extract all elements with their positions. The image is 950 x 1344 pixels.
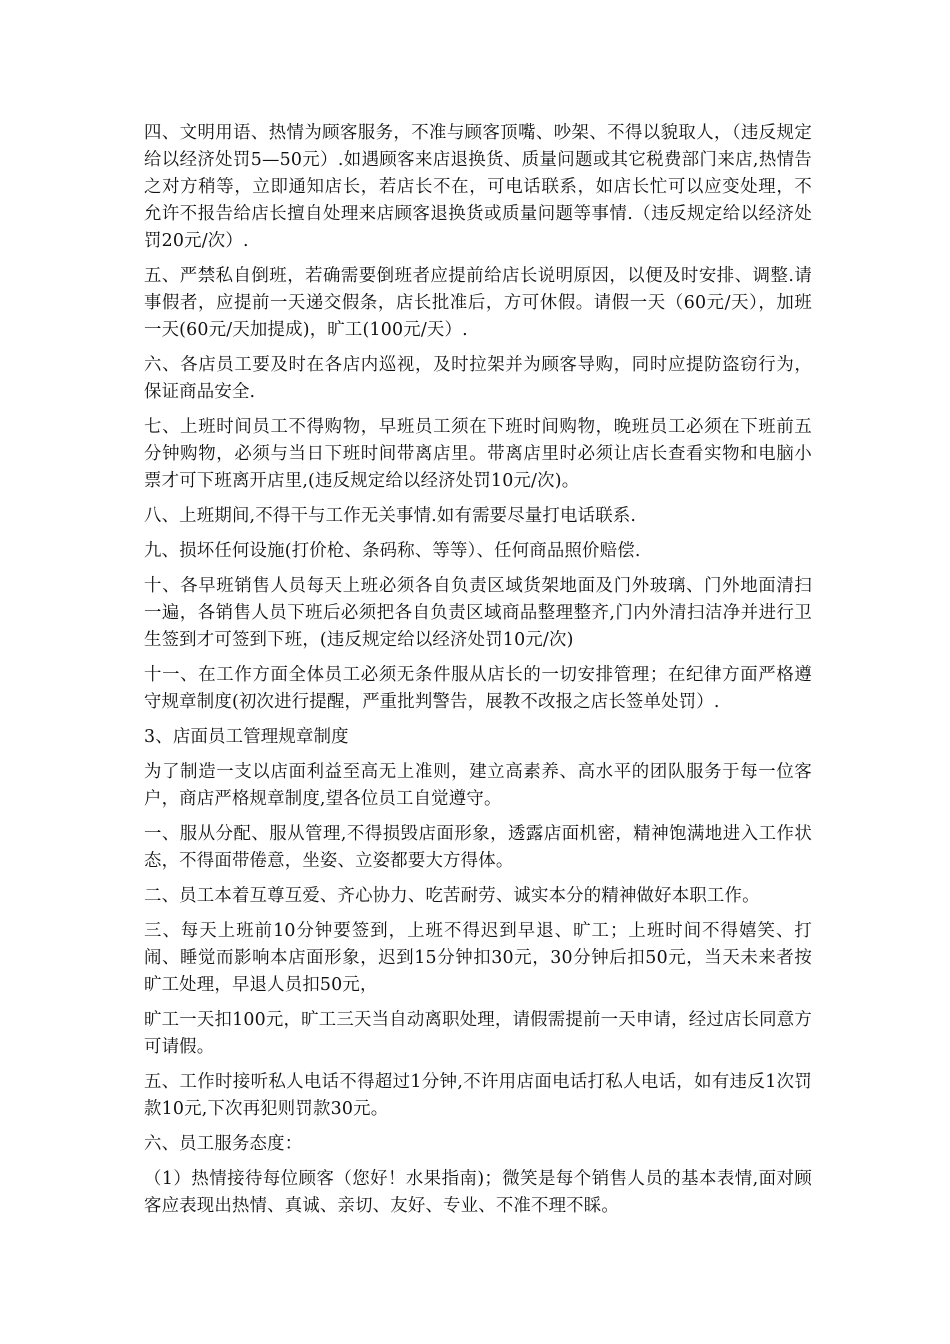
paragraph-staff-rule-1: 一、服从分配、服从管理,不得损毁店面形象，透露店面机密，精神饱满地进入工作状态，不得面带倦意，坐姿、立姿都要大方得体。 (144, 824, 812, 871)
section-heading: 3、店面员工管理规章制度 (144, 727, 349, 747)
paragraph-staff-rule-3: 三、每天上班前10分钟要签到，上班不得迟到早退、旷工；上班时间不得嬉笑、打闹、睡觉而影响本店面形象，迟到15分钟扣30元，30分钟后扣50元，当天未来者按旷工处理，早退人员扣50元， (144, 921, 812, 995)
paragraph-staff-rule-6-1: （1）热情接待每位顾客（您好！水果指南)；微笑是每个销售人员的基本表情,面对顾客应表现出热情、真诚、亲切、友好、专业、不准不理不睬。 (144, 1169, 812, 1216)
paragraph-rule-8: 八、上班期间,不得干与工作无关事情.如有需要尽量打电话联系. (144, 506, 637, 526)
document-body (144, 120, 812, 1228)
paragraph-rule-10: 十、各早班销售人员每天上班必须各自负责区域货架地面及门外玻璃、门外地面清扫一遍，各销售人员下班后必须把各自负责区域商品整理整齐,门内外清扫洁净并进行卫生签到才可签到下班，(违反规定给以经济处罚10元/次) (144, 576, 812, 650)
paragraph-rule-9: 九、损坏任何设施(打价枪、条码称、等等）、任何商品照价赔偿. (144, 541, 641, 561)
paragraph-staff-rule-5: 五、工作时接听私人电话不得超过1分钟,不许用店面电话打私人电话，如有违反1次罚款10元,下次再犯则罚款30元。 (144, 1072, 812, 1119)
paragraph-staff-rule-2: 二、员工本着互尊互爱、齐心协力、吃苦耐劳、诚实本分的精神做好本职工作。 (144, 886, 760, 906)
paragraph-staff-rule-6: 六、员工服务态度： (144, 1134, 303, 1154)
paragraph-rule-5: 五、严禁私自倒班，若确需要倒班者应提前给店长说明原因，以便及时安排、调整.请事假者，应提前一天递交假条，店长批准后，方可休假。请假一天（60元/天），加班一天(60元/天加提成)，旷工(100元/天）. (144, 266, 812, 340)
paragraph-rule-6: 六、各店员工要及时在各店内巡视，及时拉架并为顾客导购，同时应提防盗窃行为，保证商品安全. (144, 355, 812, 402)
paragraph-staff-rule-3-cont: 旷工一天扣100元，旷工三天当自动离职处理，请假需提前一天申请，经过店长同意方可请假。 (144, 1010, 812, 1057)
paragraph-rule-11: 十一、在工作方面全体员工必须无条件服从店长的一切安排管理；在纪律方面严格遵守规章制度(初次进行提醒，严重批判警告，展教不改报之店长签单处罚）. (144, 665, 812, 712)
paragraph-intro: 为了制造一支以店面利益至高无上准则，建立高素养、高水平的团队服务于每一位客户，商店严格规章制度,望各位员工自觉遵守。 (144, 762, 812, 809)
paragraph-rule-7: 七、上班时间员工不得购物，早班员工须在下班时间购物，晚班员工必须在下班前五分钟购物，必须与当日下班时间带离店里。带离店里时必须让店长查看实物和电脑小票才可下班离开店里,(违反规定给以经济处罚10元/次)。 (144, 417, 812, 491)
paragraph-rule-4: 四、文明用语、热情为顾客服务，不准与顾客顶嘴、吵架、不得以貌取人，（违反规定给以经济处罚5—50元）.如遇顾客来店退换货、质量问题或其它税费部门来店,热情告之对方稍等，立即通知店长，若店长不在，可电话联系，如店长忙可以应变处理，不允许不报告给店长擅自处理来店顾客退换货或质量问题等事情.（违反规定给以经济处罚20元/次）. (144, 123, 812, 251)
